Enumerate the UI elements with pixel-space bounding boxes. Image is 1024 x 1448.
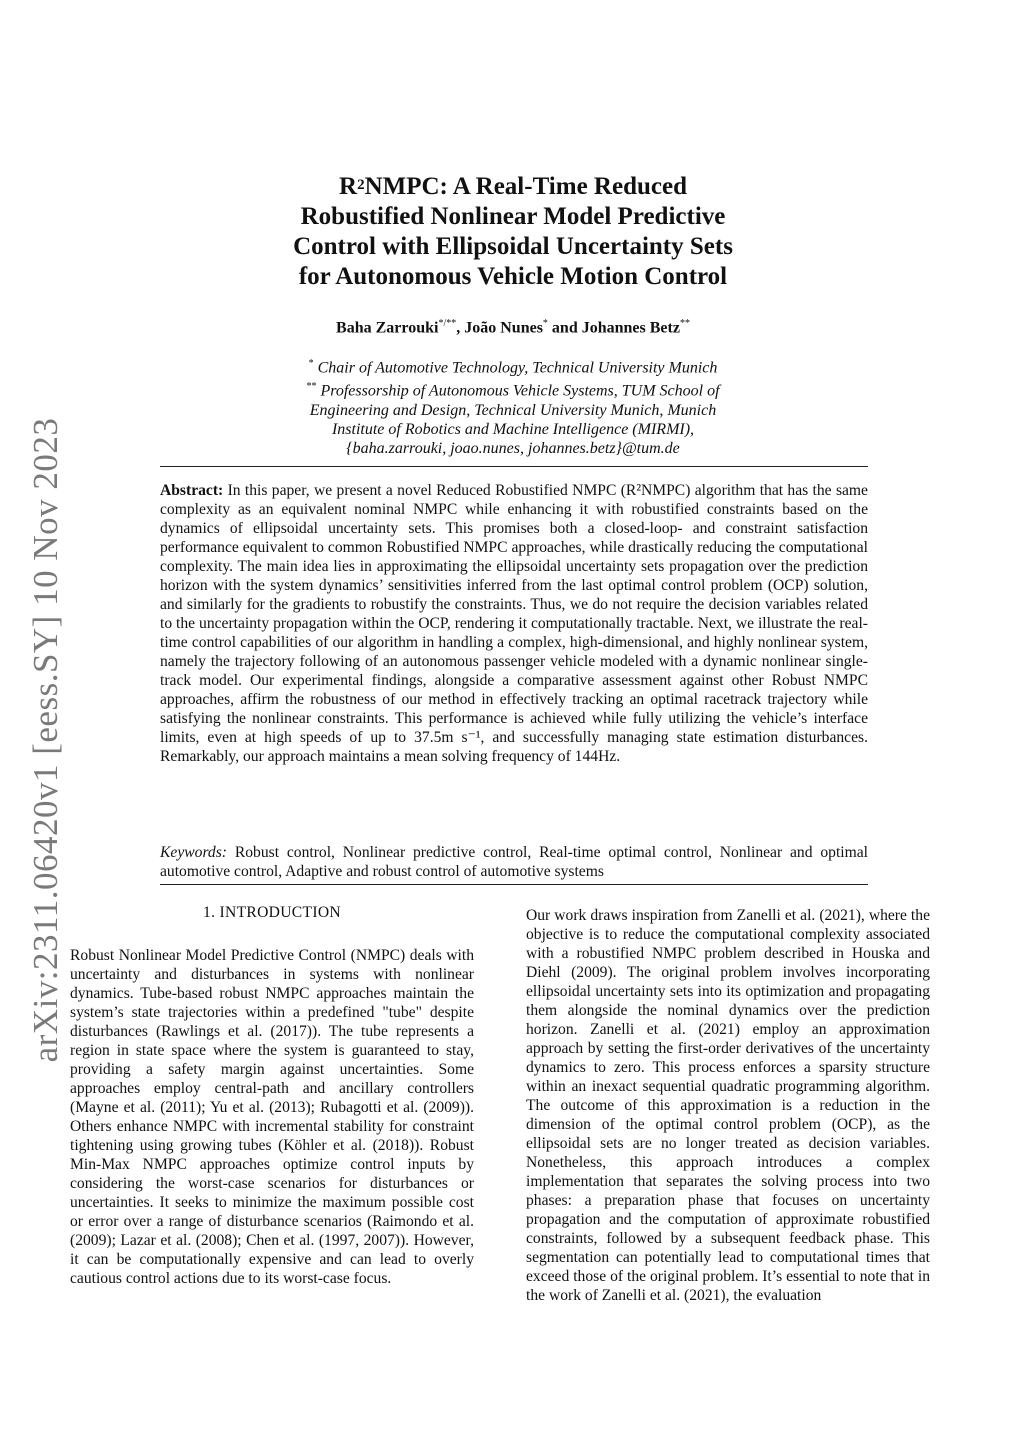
title-line-4: for Autonomous Vehicle Motion Control (298, 263, 728, 290)
affiliations (160, 354, 866, 458)
author-name: Johannes Betz (581, 319, 680, 337)
affiliation-line: * Chair of Automotive Technology, Technical University Munich (308, 358, 718, 377)
title-line-1: $R^2NMPC$: A Real-Time Reduced (339, 173, 687, 200)
keywords-text: Robust control, Nonlinear predictive control, Real-time optimal control, Nonlinear and optimal automotive control, Adaptive and robust control of automotive systems (160, 844, 868, 880)
author-affiliation-mark: ** (679, 318, 690, 329)
affiliation-line: Engineering and Design, Technical University Munich, Munich (309, 401, 717, 419)
paper-title (160, 172, 866, 292)
author-affiliation-mark: * (542, 318, 548, 329)
affiliation-line: ** Professorship of Autonomous Vehicle Systems, TUM School of (306, 381, 720, 400)
right-column (526, 906, 930, 1305)
abstract-label: Abstract: (160, 482, 224, 499)
affiliation-line: Institute of Robotics and Machine Intelligence (MIRMI), (331, 420, 695, 438)
author-emails: {baha.zarrouki, joao.nunes, johannes.betz}@tum.de (346, 439, 680, 457)
abstract-text: In this paper, we present a novel Reduced Robustified NMPC (R²NMPC) algorithm that has the same complexity as an equivalent nominal NMPC while enhancing it with robustified constraints based on the dynamics of ellipsoidal uncertainty sets. This promises both a closed-loop- and constraint satisfaction performance equivalent to common Robustified NMPC approaches, while drastically reducing the computational complexity. The main idea lies in approximating the ellipsoidal uncertainty sets propagation over the prediction horizon with the system dynamics’ sensitivities inferred from the last optimal control problem (OCP) solution, and similarly for the gradients to robustify the constraints. Thus, we do not require the decision variables related to the uncertainty propagation within the OCP, rendering it computationally tractable. Next, we illustrate the real-time control capabilities of our algorithm in handling a complex, high-dimensional, and highly nonlinear system, namely the trajectory following of an autonomous passenger vehicle modeled with a dynamic nonlinear single-track model. Our experimental findings, alongside a comparative assessment against other Robust NMPC approaches, affirm the robustness of our method in effectively tracking an optimal racetrack trajectory while satisfying the nonlinear constraints. This performance is achieved while fully utilizing the vehicle’s interface limits, even at high speeds of up to 37.5m s⁻¹, and successfully managing state estimation disturbances. Remarkably, our approach maintains a mean solving frequency of 144Hz. (160, 482, 868, 765)
author-name: Baha Zarrouki (336, 319, 439, 337)
title-line-2: Robustified Nonlinear Model Predictive (300, 203, 726, 230)
title-line-3: Control with Ellipsoidal Uncertainty Sets (293, 233, 733, 260)
arxiv-identifier: arXiv:2311.06420v1 [eess.SY] 10 Nov 2023 (26, 417, 65, 1063)
section-heading-introduction: 1. INTRODUCTION (203, 904, 341, 921)
intro-paragraph-left: Robust Nonlinear Model Predictive Control (NMPC) deals with uncertainty and disturbances in systems with nonlinear dynamics. Tube-based robust NMPC approaches maintain the system’s state trajectories within a predefined "tube" despite disturbances (Rawlings et al. (2017)). The tube represents a region in state space where the system is guaranteed to stay, providing a safety margin against uncertainties. Some approaches employ central-path and ancillary controllers (Mayne et al. (2011); Yu et al. (2013); Rubagotti et al. (2009)). Others enhance NMPC with incremental stability for constraint tightening using growing tubes (Köhler et al. (2018)). Robust Min-Max NMPC approaches optimize control inputs by considering the worst-case scenarios for disturbances or uncertainties. It seeks to minimize the maximum possible cost or error over a range of disturbance scenarios (Raimondo et al. (2009); Lazar et al. (2008); Chen et al. (1997, 2007)). However, it can be computationally expensive and can lead to overly cautious control actions due to its worst-case focus. (70, 947, 474, 1287)
abstract-top-rule (160, 466, 868, 467)
intro-paragraph-right: Our work draws inspiration from Zanelli et al. (2021), where the objective is to reduce the computational complexity associated with a robustified NMPC problem described in Houska and Diehl (2009). The original problem involves incorporating ellipsoidal uncertainty sets into its optimization and propagating them alongside the nominal dynamics over the prediction horizon. Zanelli et al. (2021) employ an approximation approach by setting the first-order derivatives of the uncertainty dynamics to zero. This process enforces a sparsity structure within an inexact sequential quadratic programming algorithm. The outcome of this approximation is a reduction in the dimension of the optimal control problem (OCP), as the ellipsoidal sets are no longer treated as decision variables. Nonetheless, this approach introduces a complex implementation that separates the solving process into two phases: a preparation phase that focuses on uncertainty propagation and the computation of approximate robustified constraints, followed by a subsequent feedback phase. This segmentation can potentially lead to computational times that exceed those of the original problem. It’s essential to note that in the work of Zanelli et al. (2021), the evaluation (526, 907, 930, 1304)
author-name: João Nunes (464, 319, 543, 337)
abstract (160, 481, 868, 766)
author-affiliation-mark: */** (438, 318, 457, 329)
keywords (160, 843, 868, 881)
abstract-bottom-rule (160, 884, 868, 885)
keywords-label: Keywords: (160, 844, 227, 861)
author-list: Baha Zarrouki*/**, João Nunes* and Johannes Betz** (336, 318, 690, 337)
